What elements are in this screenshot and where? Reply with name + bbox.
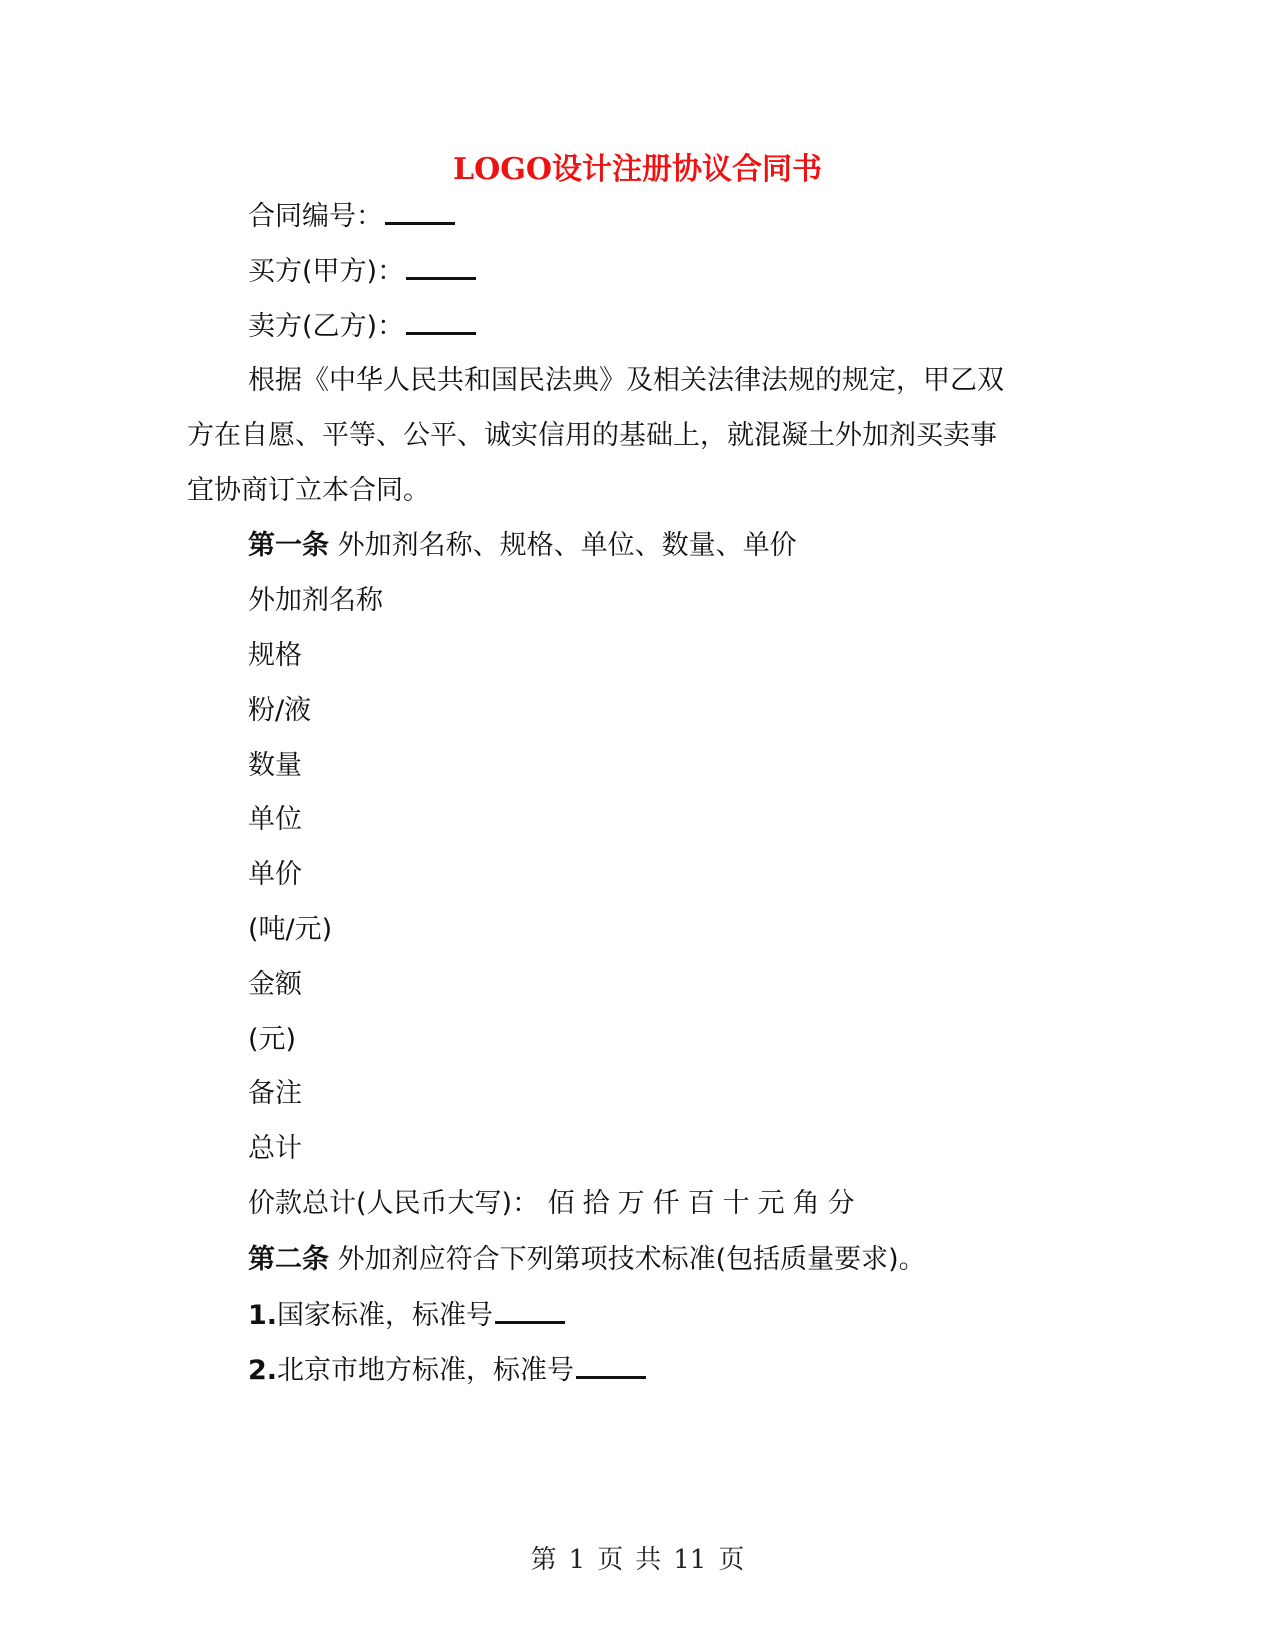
intro-line-1: 根据《中华人民共和国民法典》及相关法律法规的规定，甲乙双	[248, 365, 1004, 396]
footer-label-ye-end: 页	[718, 1545, 745, 1575]
article-2-heading	[248, 1240, 926, 1280]
article-1-heading	[248, 526, 797, 566]
seller-label: 卖方(乙方)：	[248, 311, 405, 342]
document-title: LOGO设计注册协议合同书	[453, 152, 822, 187]
standard-item-2	[248, 1350, 646, 1391]
seller-blank	[406, 306, 476, 335]
standard-number: 1.	[248, 1300, 278, 1331]
standard-item-1	[248, 1295, 565, 1336]
item-line: (元)	[248, 1024, 297, 1055]
item-line: 规格	[248, 640, 302, 671]
price-total-label: 价款总计(人民币大写)：	[248, 1188, 540, 1219]
intro-line-3: 宜协商订立本合同。	[187, 475, 430, 506]
item-line: 粉/液	[248, 695, 312, 726]
item-line: 总计	[248, 1133, 302, 1164]
standard-blank	[495, 1295, 565, 1324]
standard-blank	[576, 1350, 646, 1379]
article-1-label: 第一条	[248, 530, 329, 561]
footer-label-gong: 共	[635, 1545, 662, 1575]
buyer-field	[248, 251, 476, 292]
article-1-text: 外加剂名称、规格、单位、数量、单价	[329, 530, 797, 561]
buyer-blank	[406, 251, 476, 280]
contract-number-field	[248, 196, 455, 237]
standard-text: 北京市地方标准，标准号	[277, 1355, 575, 1386]
item-line: 备注	[248, 1078, 302, 1109]
buyer-label: 买方(甲方)：	[248, 256, 405, 287]
article-2-label: 第二条	[248, 1244, 329, 1275]
page-footer	[0, 1540, 1275, 1580]
seller-field	[248, 306, 476, 347]
footer-total-pages: 11	[673, 1545, 707, 1575]
standard-number: 2.	[248, 1355, 278, 1386]
footer-label-di: 第	[530, 1545, 557, 1575]
price-total-line	[248, 1184, 863, 1224]
standard-text: 国家标准，标准号	[277, 1300, 494, 1331]
item-line: 金额	[248, 969, 302, 1000]
item-line: 单位	[248, 804, 302, 835]
contract-number-blank	[385, 196, 455, 225]
contract-number-label: 合同编号：	[248, 201, 383, 232]
footer-page-number: 1	[568, 1545, 586, 1575]
article-2-text: 外加剂应符合下列第项技术标准(包括质量要求)。	[329, 1244, 926, 1275]
item-line: 单价	[248, 859, 302, 890]
item-line: 外加剂名称	[248, 585, 383, 616]
footer-label-ye: 页	[597, 1545, 624, 1575]
item-line: 数量	[248, 750, 302, 781]
intro-line-2: 方在自愿、平等、公平、诚实信用的基础上，就混凝土外加剂买卖事	[187, 420, 997, 451]
price-total-units: 佰拾万仟百十元角分	[547, 1188, 863, 1219]
item-line: (吨/元)	[248, 914, 333, 945]
